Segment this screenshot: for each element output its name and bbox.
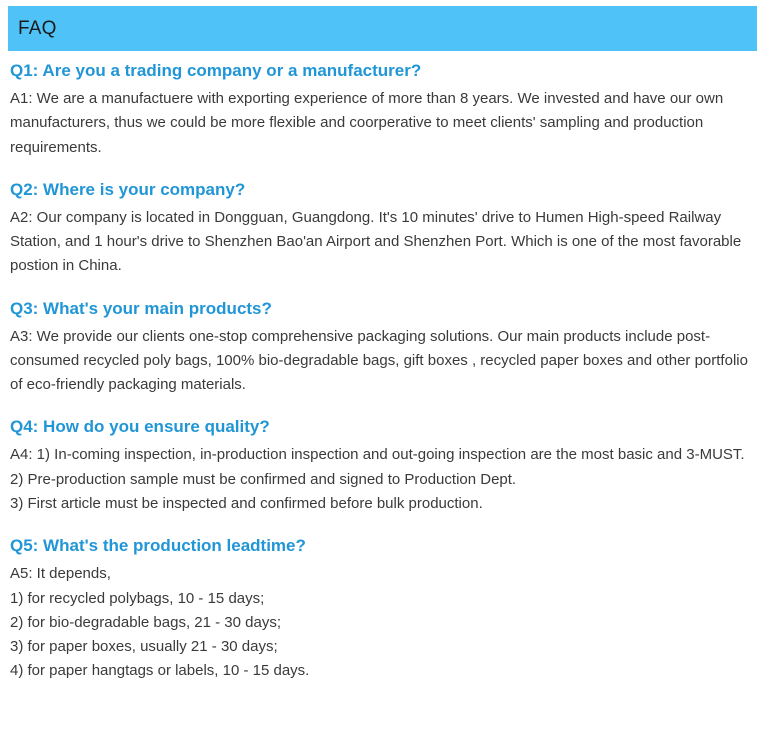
faq-item-2 [10, 179, 755, 279]
faq-question: Q1: Are you a trading company or a manufacturer? [10, 61, 422, 80]
faq-question: Q2: Where is your company? [10, 179, 246, 199]
faq-answer-line: A4: 1) In-coming inspection, in-production inspection and out-going inspection are the most basic and 3-MUST. [10, 446, 745, 464]
faq-answer-line: 3) for paper boxes, usually 21 - 30 days; [10, 638, 278, 656]
faq-answer-line: 2) for bio-degradable bags, 21 - 30 days; [10, 613, 282, 631]
faq-answer-line: 2) Pre-production sample must be confirmed and signed to Production Dept. [10, 470, 517, 488]
faq-answer-line: 3) First article must be inspected and confirmed before bulk production. [10, 495, 483, 513]
faq-answer: A1: We are a manufactuere with exporting experience of more than 8 years. We invested and have our own manufacturers, thus we could be more flexible and coorperative to meet clients' sampling and production requirements. [10, 89, 724, 156]
faq-answer-line: A5: It depends, [10, 565, 111, 583]
faq-question: Q4: How do you ensure quality? [10, 417, 270, 437]
faq-question: Q3: What's your main products? [10, 298, 272, 318]
faq-item-4 [10, 416, 755, 516]
faq-answer: A2: Our company is located in Dongguan, Guangdong. It's 10 minutes' drive to Humen High-speed Railway Station, and 1 hour's drive to Shenzhen Bao'an Airport and Shenzhen Port. Which is one of the most favorable postion in China. [10, 208, 742, 275]
faq-item-1 [10, 60, 755, 160]
faq-answer: A3: We provide our clients one-stop comprehensive packaging solutions. Our main products include post-consumed recycled poly bags, 100% bio-degradable bags, gift boxes , recycled paper boxes and other portfolio of eco-friendly packaging materials. [10, 327, 748, 394]
faq-header-bar [8, 6, 757, 51]
faq-item-5 [10, 535, 755, 683]
faq-answer [10, 443, 752, 516]
faq-answer-line: 4) for paper hangtags or labels, 10 - 15 days. [10, 662, 310, 680]
page-title: FAQ [18, 17, 57, 39]
faq-question: Q5: What's the production leadtime? [10, 536, 306, 556]
faq-list [10, 60, 755, 703]
faq-item-3 [10, 298, 755, 398]
faq-answer-line: 1) for recycled polybags, 10 - 15 days; [10, 589, 265, 607]
faq-answer [10, 562, 752, 683]
